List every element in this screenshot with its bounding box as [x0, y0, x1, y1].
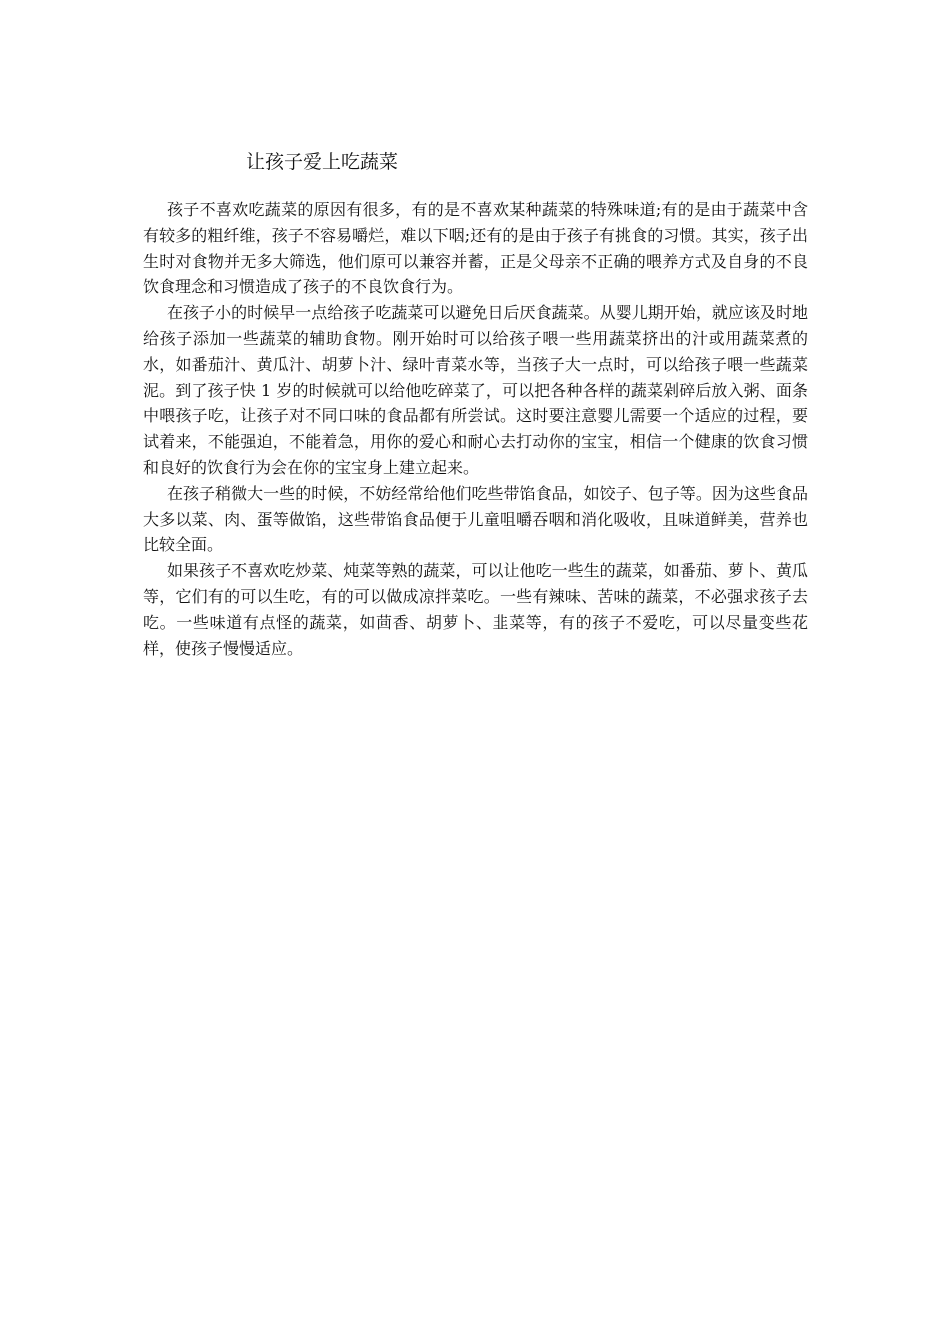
- document-body: [143, 197, 808, 661]
- paragraph-1: 孩子不喜欢吃蔬菜的原因有很多，有的是不喜欢某种蔬菜的特殊味道;有的是由于蔬菜中含有较多的粗纤维，孩子不容易嚼烂，难以下咽;还有的是由于孩子有挑食的习惯。其实，孩子出生时对食物并无多大筛选，他们原可以兼容并蓄，正是父母亲不正确的喂养方式及自身的不良饮食理念和习惯造成了孩子的不良饮食行为。: [143, 200, 808, 297]
- paragraph-3: 在孩子稍微大一些的时候，不妨经常给他们吃些带馅食品，如饺子、包子等。因为这些食品大多以菜、肉、蛋等做馅，这些带馅食品便于儿童咀嚼吞咽和消化吸收，且味道鲜美，营养也比较全面。: [143, 483, 808, 555]
- document-title: 让孩子爱上吃蔬菜: [246, 151, 399, 173]
- paragraph-2: 在孩子小的时候早一点给孩子吃蔬菜可以避免日后厌食蔬菜。从婴儿期开始，就应该及时地给孩子添加一些蔬菜的辅助食物。刚开始时可以给孩子喂一些用蔬菜挤出的汁或用蔬菜煮的水，如番茄汁、黄瓜汁、胡萝卜汁、绿叶青菜水等，当孩子大一点时，可以给孩子喂一些蔬菜泥。到了孩子快 1 岁的时候就可以给他吃碎菜了，可以把各种各样的蔬菜剁碎后放入粥、面条中喂孩子吃，让孩子对不同口味的食品都有所尝试。这时要注意婴儿需要一个适应的过程，要试着来，不能强迫，不能着急，用你的爱心和耐心去打动你的宝宝，相信一个健康的饮食习惯和良好的饮食行为会在你的宝宝身上建立起来。: [143, 303, 808, 477]
- paragraph-4: 如果孩子不喜欢吃炒菜、炖菜等熟的蔬菜，可以让他吃一些生的蔬菜，如番茄、萝卜、黄瓜等，它们有的可以生吃，有的可以做成凉拌菜吃。一些有辣味、苦味的蔬菜，不必强求孩子去吃。一些味道有点怪的蔬菜，如茴香、胡萝卜、韭菜等，有的孩子不爱吃，可以尽量变些花样，使孩子慢慢适应。: [143, 561, 808, 658]
